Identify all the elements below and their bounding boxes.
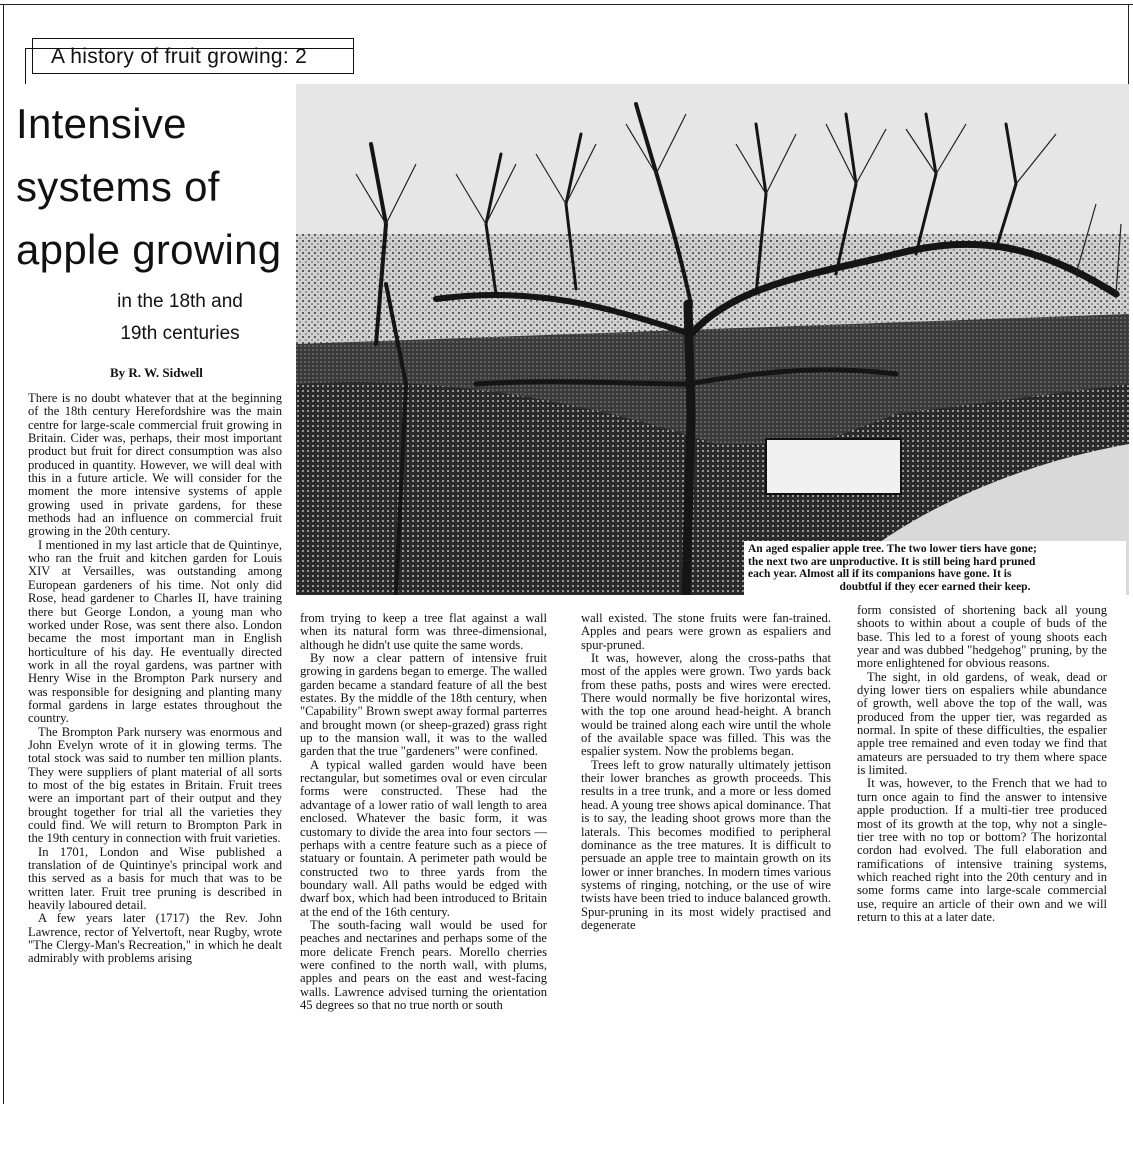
subhead-line-1: in the 18th and (117, 291, 243, 312)
headline-line-2: systems of (16, 163, 220, 210)
paragraph: By now a clear pattern of intensive fruit growing in gardens began to emerge. The walled garden became a standard feature of all the best estates. By the middle of the 18th century, when "Capability" Brown swept away formal parterres and brought mown (or sheep-grazed) grass right up to the mansion wall, it was to the walled garden that the true "gardeners" were confined. (300, 651, 547, 759)
paragraph: I mentioned in my last article that de Quintinye, who ran the fruit and kitchen garden for Louis XIV at Versailles, was outstanding among European gardeners of his time. Not only did Rose, head gardener to Charles II, have training there but George London, a young man who worked under Rose, was sent there also. London became the most important man in English horticulture of his day. He eventually directed work in all the royal gardens, was partner with Henry Wise in the Brompton Park nursery and was responsible for designing and planting many formal gardens in large estates throughout the country. (28, 537, 282, 726)
article-column-1 (28, 392, 282, 966)
article-column-4 (857, 604, 1107, 924)
paragraph: There is no doubt whatever that at the beginning of the 18th century Herefordshire was the main centre for large-scale commercial fruit growing in Britain. Cider was, perhaps, their most important product but fruit for direct consumption was also produced in quantity. However, we will deal with this in a future article. We will consider for the moment the more intensive systems of apple growing used in private gardens, for these methods had an influence on commercial fruit growing in the 20th century. (28, 391, 282, 539)
headline-line-3: apple growing (16, 226, 282, 273)
subhead-line-2: 19th centuries (120, 323, 240, 344)
espalier-tree-photo (296, 84, 1129, 595)
paragraph: The Brompton Park nursery was enormous and John Evelyn wrote of it in glowing terms. The total stock was said to number ten million plants. They were suppliers of plant material of all sorts to most of the big estates in Britain. Fruit trees were an important part of their output and they brought together for trial all the varieties they could find. We will return to Brompton Park in the 19th century in connection with fruit varieties. (28, 724, 282, 846)
paragraph: It was, however, along the cross-paths that most of the apples were grown. Two yards back from these paths, posts and wires were erected. There would normally be five horizontal wires, with the top one around head-height. A branch would be trained along each wire until the whole of the available space was filled. This was the espalier system. Now the problems began. (581, 651, 831, 759)
paragraph: wall existed. The stone fruits were fan-trained. Apples and pears were grown as espaliers and spur-pruned. (581, 611, 831, 652)
paragraph: Trees left to grow naturally ultimately jettison their lower branches as growth proceeds. This results in a tree trunk, and a more or less domed head. A young tree shows apical dominance. That is to say, the leading shoot grows more than the laterals. This becomes modified to peripheral dominance as the tree matures. It is difficult to persuade an apple tree to maintain growth on its lower or inner branches. In modern times various systems of ringing, notching, or the use of wire twists have been tried to induce balanced growth. Spur-pruning in its most widely practised and degenerate (581, 757, 831, 932)
paragraph: A few years later (1717) the Rev. John Lawrence, rector of Yelvertoft, near Rugby, wrote "The Clergy-Man's Recreation," in which he dealt admirably with problems arising (28, 911, 282, 966)
subheadline (60, 286, 300, 350)
top-rule (0, 4, 1133, 5)
paragraph: The south-facing wall would be used for peaches and nectarines and perhaps some of the more delicate French pears. Morello cherries were confined to the north wall, with plums, apples and pears on the east and west-facing walls. Lawrence advised turning the orientation 45 degrees so that no true north or south (300, 917, 547, 1012)
headline-line-1: Intensive (16, 100, 187, 147)
photo-caption (744, 541, 1126, 595)
article-column-2 (300, 612, 547, 1012)
caption-line-3: each year. Almost all if its companions have gone. It is (748, 568, 1012, 580)
paragraph: It was, however, to the French that we had to turn once again to find the answer to intensive apple production. If a multi-tier tree produced most of its growth at the top, why not a single-tier tree with no top or bottom? The horizontal cordon had evolved. The full elaboration and ramifications of intensive training systems, which reached right into the 20th century and in some forms came into large-scale commercial use, require an article of their own and we will return to this at a later date. (857, 776, 1107, 924)
article-column-3 (581, 612, 831, 932)
paragraph: from trying to keep a tree flat against a wall when its natural form was three-dimensional, although he didn't use quite the same words. (300, 611, 547, 652)
caption-line-4: doubtful if they ecer earned their keep. (839, 580, 1031, 593)
left-rule (3, 4, 4, 1104)
paragraph: form consisted of shortening back all young shoots to within about a couple of buds of the base. This led to a forest of young shoots each year and was dubbed "hedgehog" pruning, by the more enlightened for obvious reasons. (857, 603, 1107, 671)
series-label: A history of fruit growing: 2 (32, 38, 354, 74)
caption-line-1: An aged espalier apple tree. The two lower tiers have gone; (748, 543, 1037, 555)
caption-line-2: the next two are unproductive. It is still being hard pruned (748, 555, 1036, 568)
paragraph: A typical walled garden would have been rectangular, but sometimes oval or even circular forms were constructed. These had the advantage of a lower ratio of wall length to area enclosed. Whatever the basic form, it was customary to divide the area into four sectors — perhaps with a centre feature such as a piece of statuary or fountain. A perimeter path would be constructed two to three yards from the boundary wall. All paths would be edged with dwarf box, which had been introduced to Britain at the end of the 16th century. (300, 757, 547, 919)
series-box-shadow-left (25, 48, 26, 84)
headline (16, 92, 306, 281)
paragraph: The sight, in old gardens, of weak, dead or dying lower tiers on espaliers while abundance of growth, well above the top of the wall, was produced from the upper tier, was regarded as normal. In spite of these difficulties, the espalier apple tree remained and even today we find that amateurs are persuaded to try them where space is limited. (857, 669, 1107, 778)
byline: By R. W. Sidwell (110, 365, 203, 380)
paragraph: In 1701, London and Wise published a translation of de Quintinye's principal work and this served as a basis for much that was to be written later. Fruit tree pruning is described in heavily laboured detail. (28, 844, 282, 913)
